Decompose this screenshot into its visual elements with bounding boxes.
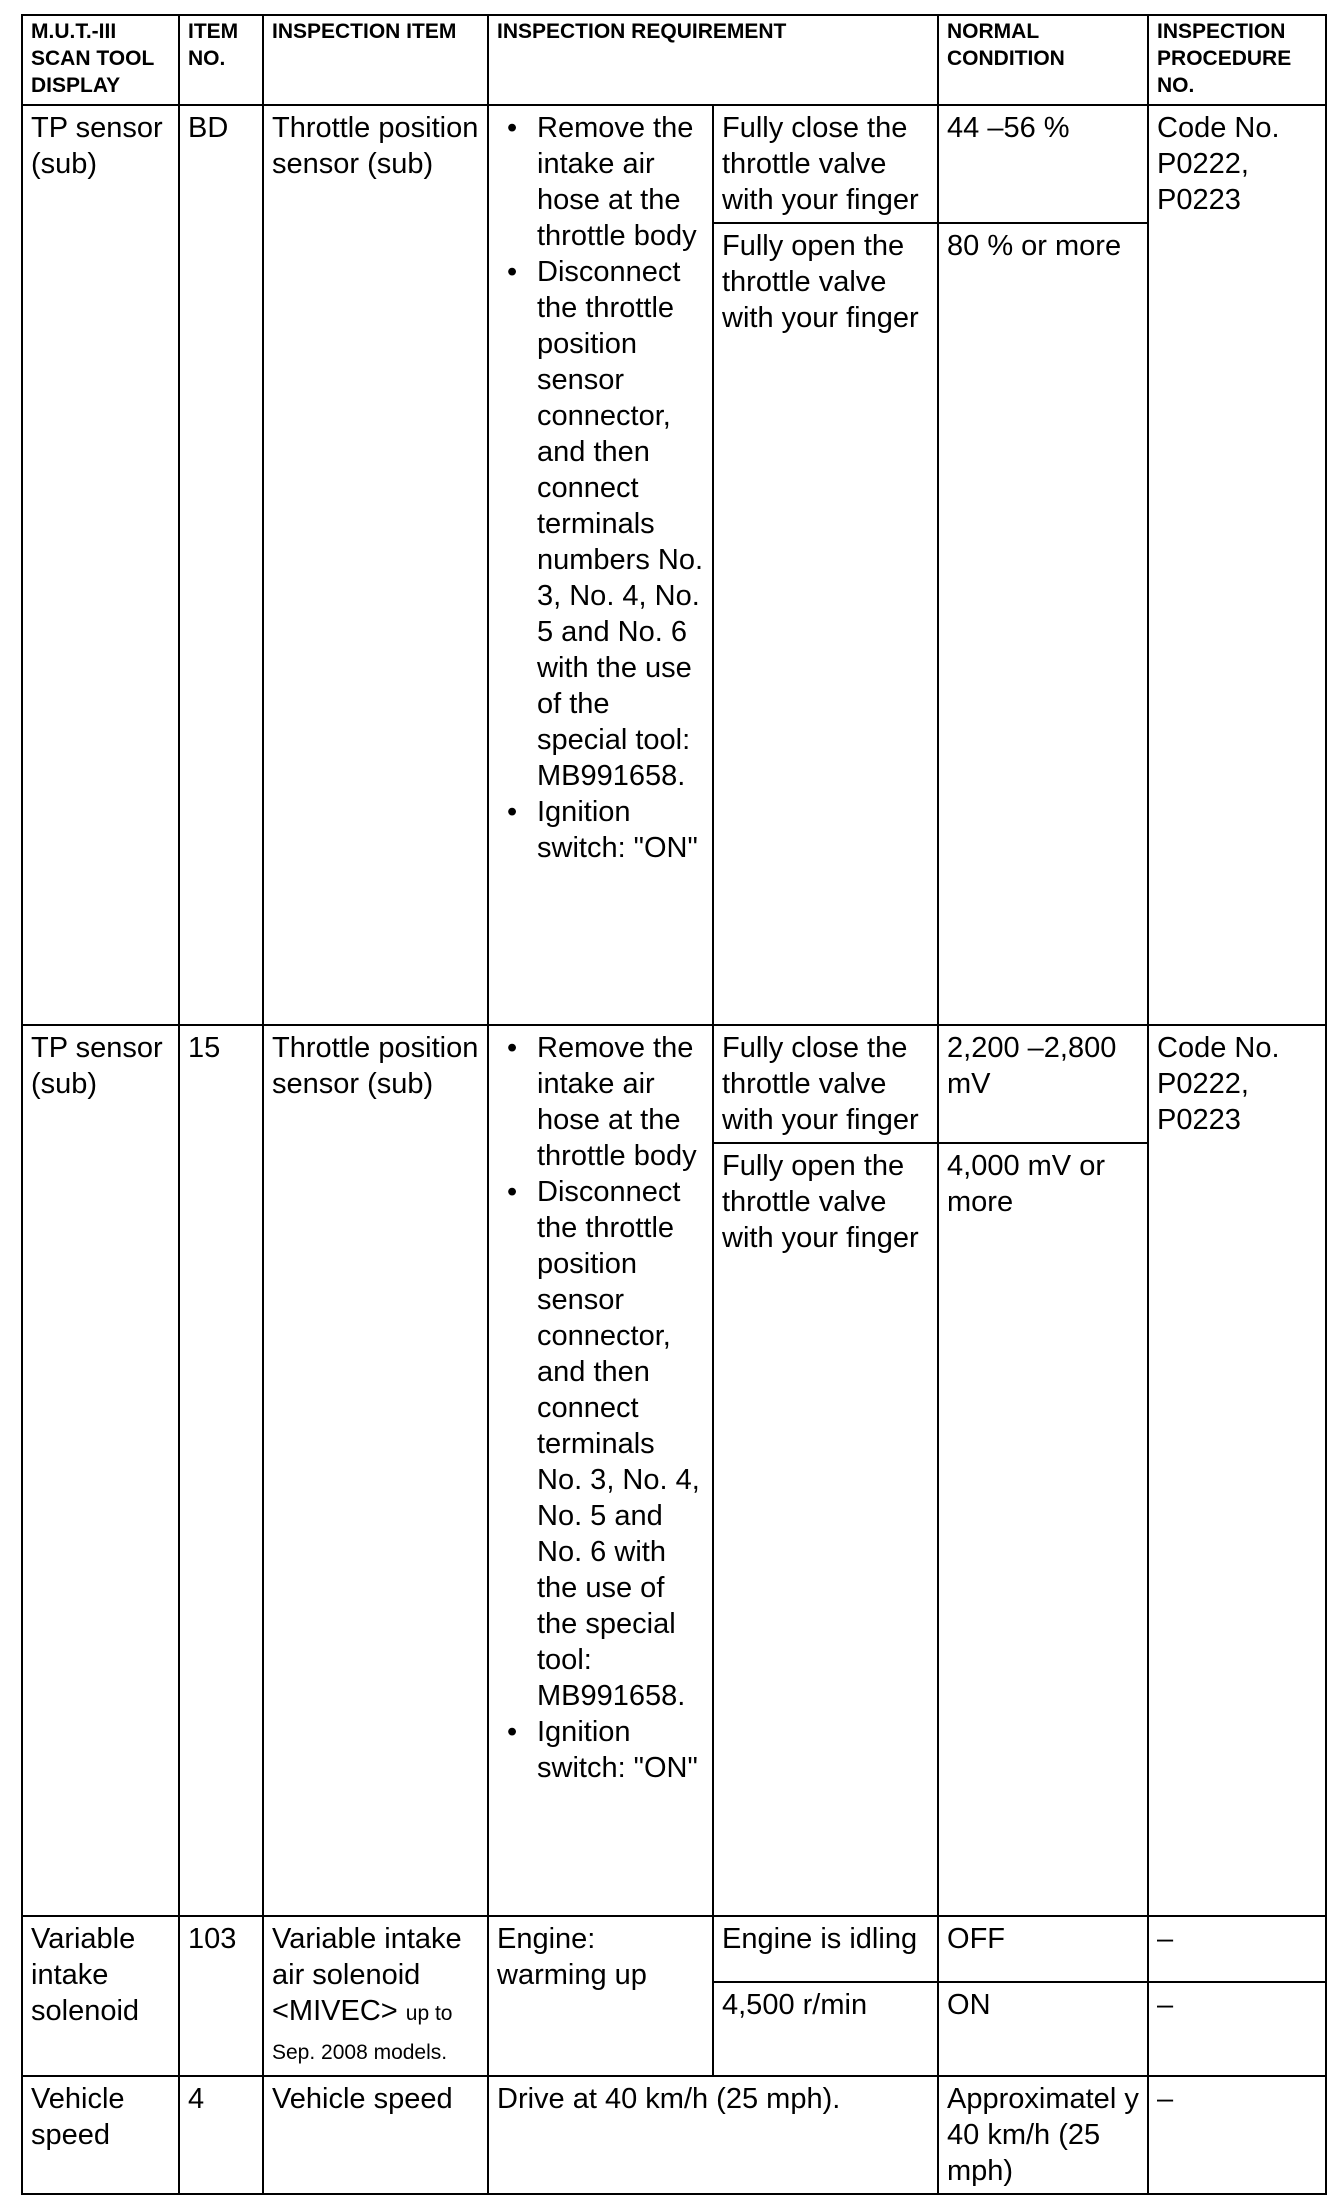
inspection-item-text: Variable intake air solenoid <box>272 1923 462 1991</box>
header-normal-condition: NORMAL CONDITION <box>938 15 1148 105</box>
cell-condition: Engine: warming up <box>488 1916 713 2076</box>
inspection-item-note: <MIVEC> <box>272 1995 398 2027</box>
cell-action: 4,500 r/min <box>713 1982 938 2076</box>
cell-normal: ON <box>938 1982 1148 2076</box>
cell-action: Fully open the throttle valve with your finger <box>713 1143 938 1916</box>
cell-item-no: 15 <box>179 1025 263 1916</box>
cell-item-no: BD <box>179 105 263 1025</box>
condition-list <box>497 1030 705 1786</box>
cell-item-no: 4 <box>179 2076 263 2194</box>
cell-normal: Approximatel y 40 km/h (25 mph) <box>938 2076 1148 2194</box>
condition-item: • Ignition switch: "ON" <box>537 1714 705 1786</box>
cell-action: Fully close the throttle valve with your finger <box>713 105 938 223</box>
cell-requirement: Drive at 40 km/h (25 mph). <box>488 2076 938 2194</box>
cell-inspection-item: Throttle position sensor (sub) <box>263 1025 488 1916</box>
cell-normal: 44 –56 % <box>938 105 1148 223</box>
header-item-no: ITEM NO. <box>179 15 263 105</box>
cell-procedure: – <box>1148 1916 1326 1982</box>
header-display: M.U.T.-III SCAN TOOL DISPLAY <box>22 15 179 105</box>
condition-item: • Disconnect the throttle position sensor connector, and then connect terminals numbers No. 3, No. 4, No. 5 and No. 6 with the use of the special tool: MB991658. <box>537 254 705 794</box>
cell-display: Vehicle speed <box>22 2076 179 2194</box>
cell-conditions <box>488 1025 713 1916</box>
cell-procedure: – <box>1148 1982 1326 2076</box>
condition-item: • Disconnect the throttle position sensor connector, and then connect terminals No. 3, No. 4, No. 5 and No. 6 with the use of the special tool: MB991658. <box>537 1174 705 1714</box>
table-row <box>22 2076 1326 2194</box>
condition-item: • Ignition switch: "ON" <box>537 794 705 866</box>
cell-procedure: – <box>1148 2076 1326 2194</box>
table-row <box>22 105 1326 223</box>
cell-normal: 2,200 –2,800 mV <box>938 1025 1148 1143</box>
inspection-item-note-small: up to Sep. 2008 models. <box>272 2002 453 2064</box>
cell-conditions <box>488 105 713 1025</box>
header-row <box>22 15 1326 105</box>
cell-display: TP sensor (sub) <box>22 1025 179 1916</box>
cell-procedure: Code No. P0222, P0223 <box>1148 105 1326 1025</box>
cell-procedure: Code No. P0222, P0223 <box>1148 1025 1326 1916</box>
cell-inspection-item: Throttle position sensor (sub) <box>263 105 488 1025</box>
cell-action: Engine is idling <box>713 1916 938 1982</box>
condition-item: • Remove the intake air hose at the throttle body <box>537 1030 705 1174</box>
cell-inspection-item <box>263 1916 488 2076</box>
condition-item: • Remove the intake air hose at the throttle body <box>537 110 705 254</box>
header-inspection-item: INSPECTION ITEM <box>263 15 488 105</box>
header-procedure-no: INSPECTION PROCEDURE NO. <box>1148 15 1326 105</box>
cell-inspection-item: Vehicle speed <box>263 2076 488 2194</box>
inspection-table <box>21 14 1327 2195</box>
cell-item-no: 103 <box>179 1916 263 2076</box>
cell-normal: OFF <box>938 1916 1148 1982</box>
cell-display: TP sensor (sub) <box>22 105 179 1025</box>
cell-normal: 80 % or more <box>938 223 1148 1025</box>
table-row <box>22 1916 1326 1982</box>
cell-action: Fully close the throttle valve with your finger <box>713 1025 938 1143</box>
cell-action: Fully open the throttle valve with your finger <box>713 223 938 1025</box>
condition-list <box>497 110 705 866</box>
cell-display: Variable intake solenoid <box>22 1916 179 2076</box>
header-requirement: INSPECTION REQUIREMENT <box>488 15 938 105</box>
table-row <box>22 1025 1326 1143</box>
cell-normal: 4,000 mV or more <box>938 1143 1148 1916</box>
